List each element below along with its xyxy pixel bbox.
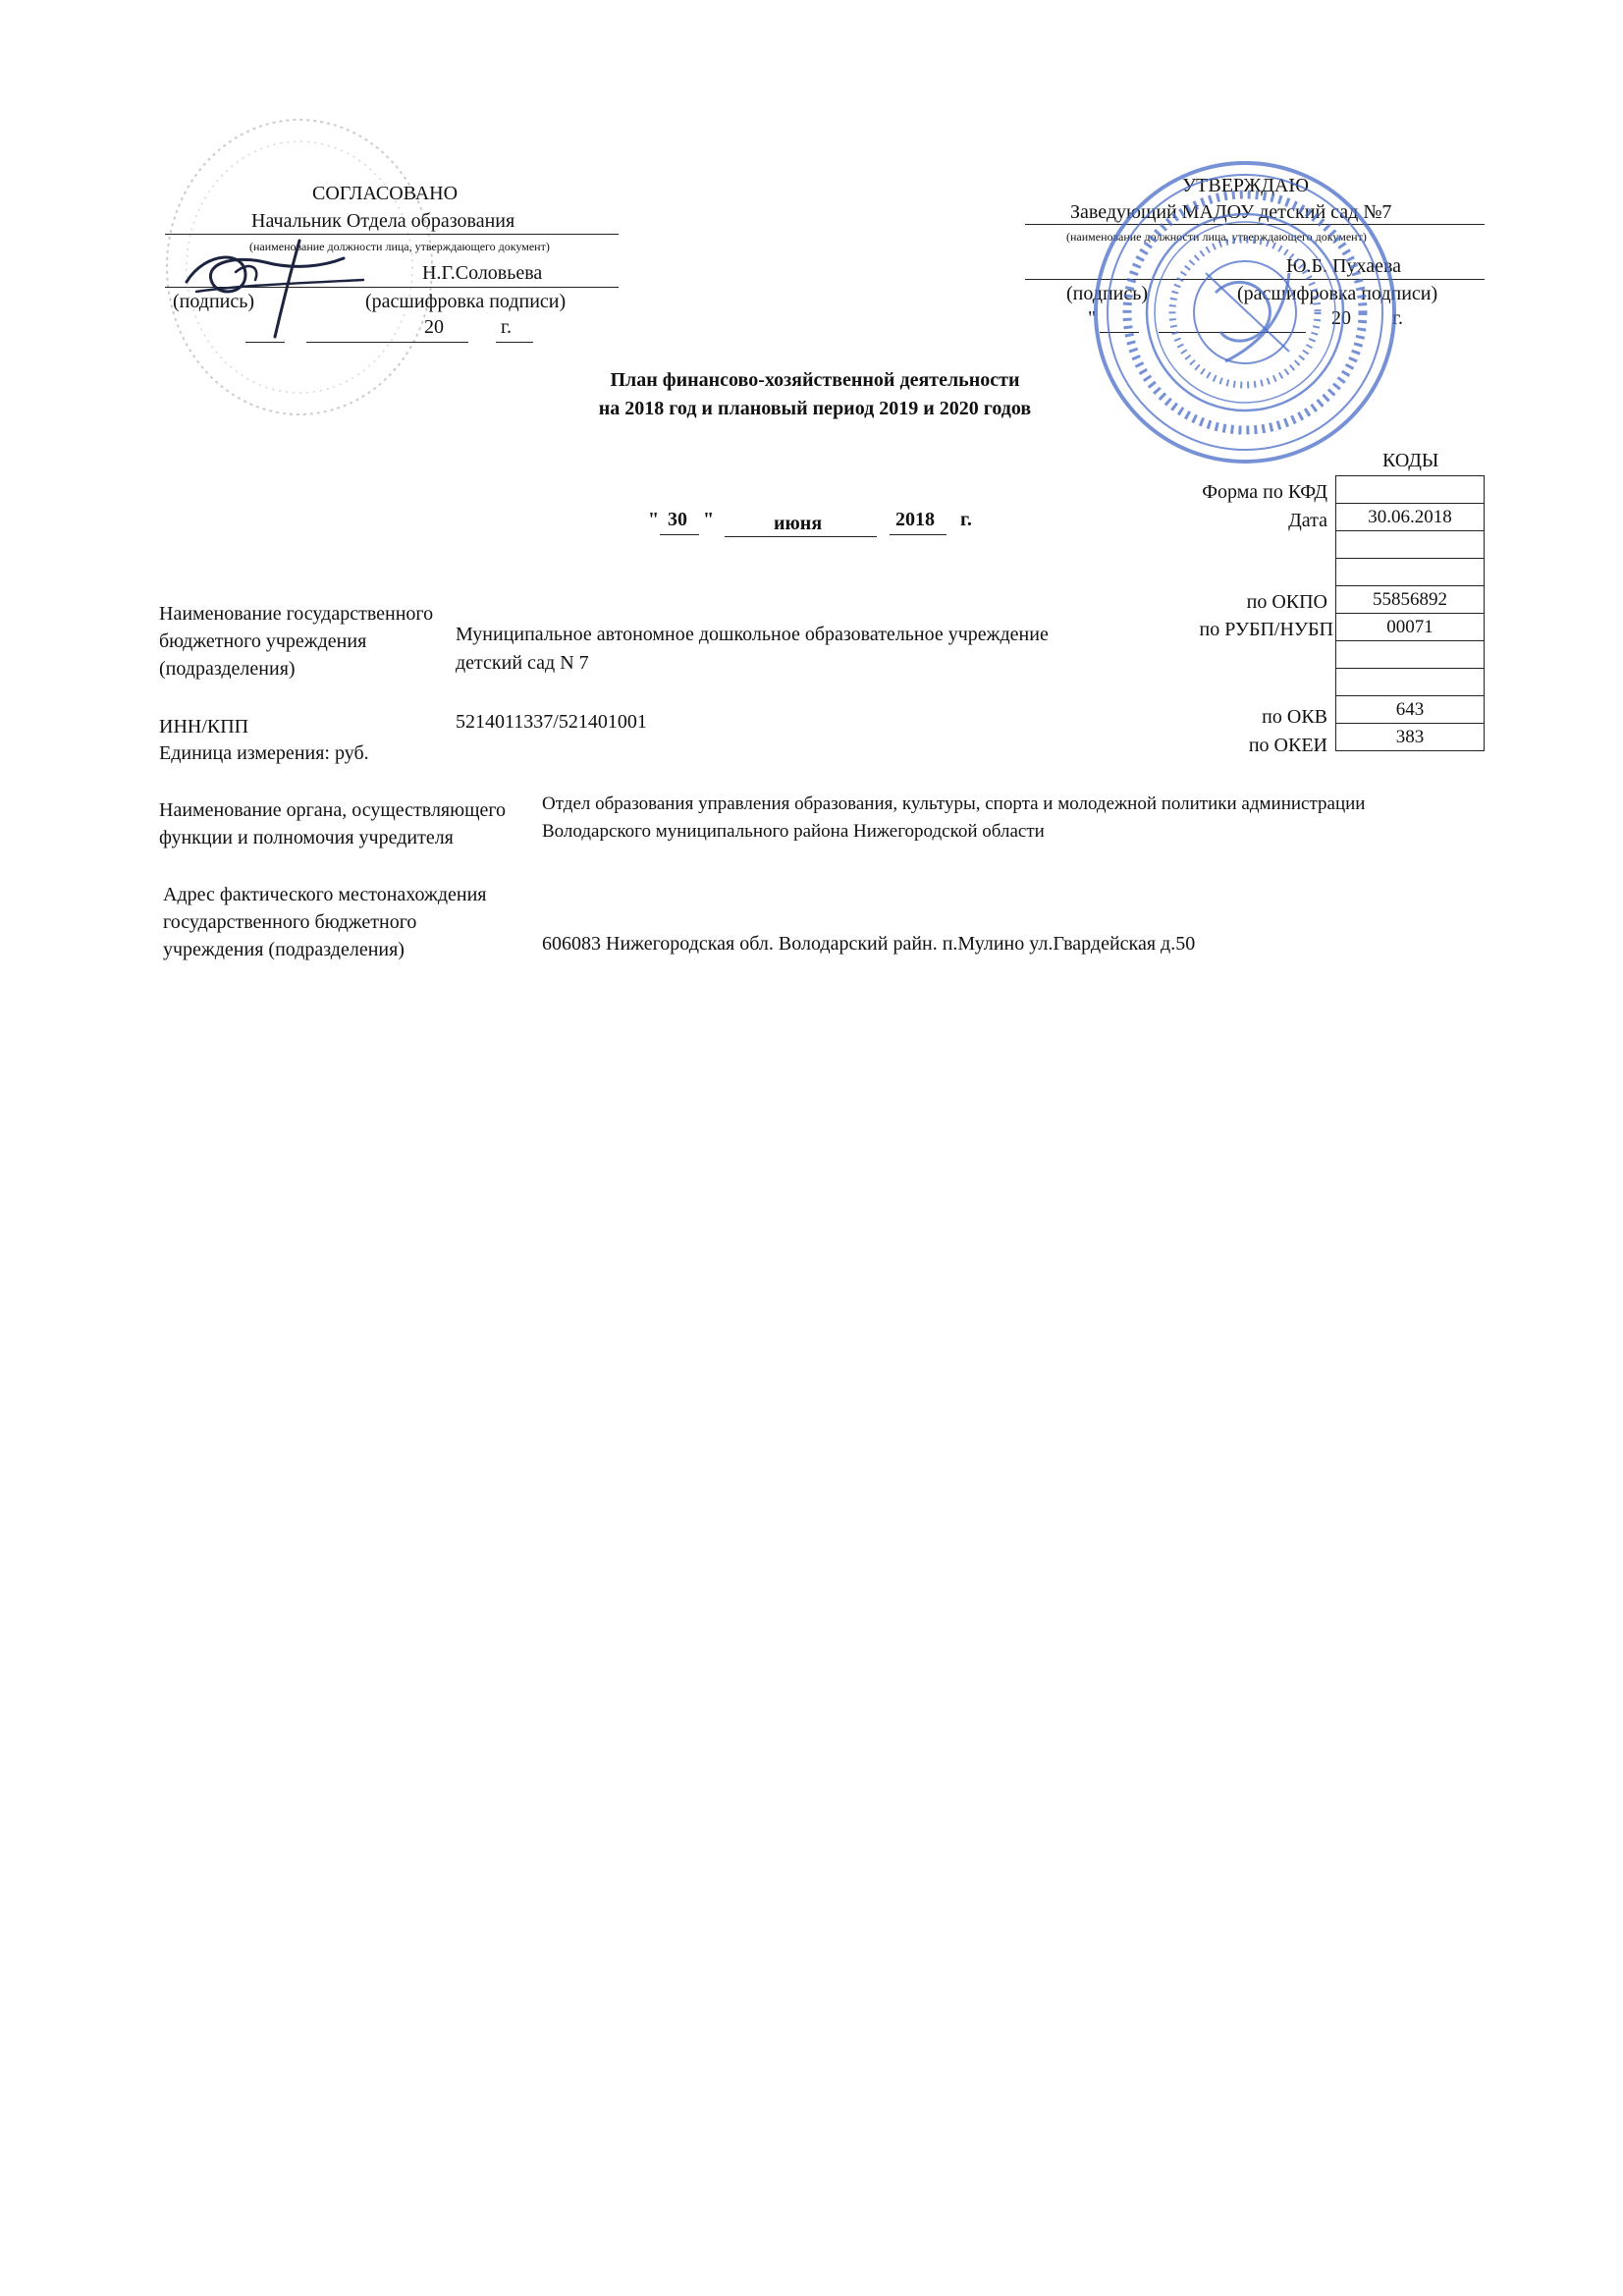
founder-value-1: Отдел образования управления образования, культуры, спорта и молодежной политики администрации: [542, 793, 1366, 814]
institution-label-3: (подразделения): [159, 658, 296, 680]
date-month: июня: [774, 513, 823, 534]
approval-right-signature-caption: (подпись): [1066, 283, 1149, 304]
approval-right-quote: ": [1088, 307, 1097, 329]
approval-right-position-caption: (наименование должности лица, утверждающего документ): [1066, 230, 1367, 244]
table-row: [1336, 586, 1485, 614]
approval-right-name: Ю.Б. Пухаева: [1286, 255, 1402, 277]
date-year: 2018: [895, 509, 935, 530]
table-row: [1336, 669, 1485, 696]
inn-value: 5214011337/521401001: [456, 711, 647, 733]
table-row: [1336, 724, 1485, 751]
approval-right-heading: УТВЕРЖДАЮ: [1182, 175, 1309, 196]
approval-right-position: Заведующий МАДОУ детский сад №7: [1070, 201, 1392, 223]
date-quote-open: ": [648, 509, 660, 530]
table-row: [1336, 476, 1485, 504]
approval-right-decoding-caption: (расшифровка подписи): [1237, 283, 1438, 304]
date-day: 30: [668, 509, 687, 530]
document-title-line-2: на 2018 год и плановый период 2019 и 2020 годов: [598, 398, 1032, 419]
address-value: 606083 Нижегородская обл. Володарский райн. п.Мулино ул.Гвардейская д.50: [542, 933, 1196, 955]
code-cell-okv: 643: [1336, 696, 1485, 724]
codes-table: [1335, 475, 1485, 751]
approval-left-position: Начальник Отдела образования: [251, 210, 515, 232]
code-cell-okpo: 55856892: [1336, 586, 1485, 614]
table-row: [1336, 614, 1485, 641]
code-cell-date: 30.06.2018: [1336, 504, 1485, 531]
codes-okpo-label: по ОКПО: [1246, 591, 1327, 613]
approval-left-name: Н.Г.Соловьева: [422, 262, 543, 284]
organization-seal: [1088, 155, 1402, 469]
date-suffix: г.: [960, 509, 972, 530]
date-year-underline: [890, 534, 947, 535]
address-label-1: Адрес фактического местонахождения: [163, 884, 487, 905]
codes-date-label: Дата: [1288, 510, 1327, 531]
inn-label: ИНН/КПП: [159, 716, 249, 738]
code-cell-empty-4: [1336, 669, 1485, 696]
approval-left-year-suffix: г.: [501, 316, 512, 338]
address-label-3: учреждения (подразделения): [163, 939, 405, 960]
table-row: [1336, 531, 1485, 559]
approval-right-year-prefix: 20: [1331, 307, 1351, 329]
approval-left-year-suffix-line: [496, 342, 533, 343]
approval-left-signature-caption: (подпись): [173, 291, 255, 312]
table-row: [1336, 641, 1485, 669]
date-quote-close: ": [703, 509, 715, 530]
founder-label-1: Наименование органа, осуществляющего: [159, 799, 507, 821]
document-title-line-1: План финансово-хозяйственной деятельности: [610, 369, 1020, 391]
institution-value-2: детский сад N 7: [456, 652, 589, 674]
code-cell-empty-3: [1336, 641, 1485, 669]
codes-rubp-label: по РУБП/НУБП: [1199, 619, 1333, 640]
institution-value-1: Муниципальное автономное дошкольное образовательное учреждение: [456, 624, 1049, 645]
codes-okv-label: по ОКВ: [1262, 706, 1327, 728]
approval-left-decoding-caption: (расшифровка подписи): [365, 291, 567, 312]
code-cell-empty-2: [1336, 559, 1485, 586]
codes-form-label: Форма по КФД: [1202, 481, 1327, 503]
approval-left-year-prefix: 20: [424, 316, 444, 338]
code-cell-rubp: 00071: [1336, 614, 1485, 641]
signature-left: [177, 221, 383, 344]
unit-label: Единица измерения: руб.: [159, 742, 369, 764]
code-cell-empty-1: [1336, 531, 1485, 559]
code-cell-okei: 383: [1336, 724, 1485, 751]
code-cell-form: [1336, 476, 1485, 504]
codes-header: КОДЫ: [1382, 450, 1439, 471]
address-label-2: государственного бюджетного: [163, 911, 417, 933]
codes-okei-label: по ОКЕИ: [1248, 735, 1327, 756]
founder-value-2: Володарского муниципального района Нижегородской области: [542, 821, 1045, 842]
date-month-underline: [725, 536, 877, 537]
table-row: [1336, 559, 1485, 586]
table-row: [1336, 696, 1485, 724]
institution-label-2: бюджетного учреждения: [159, 630, 367, 652]
date-day-underline: [660, 534, 699, 535]
founder-label-2: функции и полномочия учредителя: [159, 827, 454, 848]
approval-left-heading: СОГЛАСОВАНО: [312, 183, 459, 204]
table-row: [1336, 504, 1485, 531]
approval-right-year-suffix: г.: [1392, 307, 1403, 329]
institution-label-1: Наименование государственного: [159, 603, 434, 625]
approval-left-position-caption: (наименование должности лица, утверждающего документ): [249, 240, 550, 253]
